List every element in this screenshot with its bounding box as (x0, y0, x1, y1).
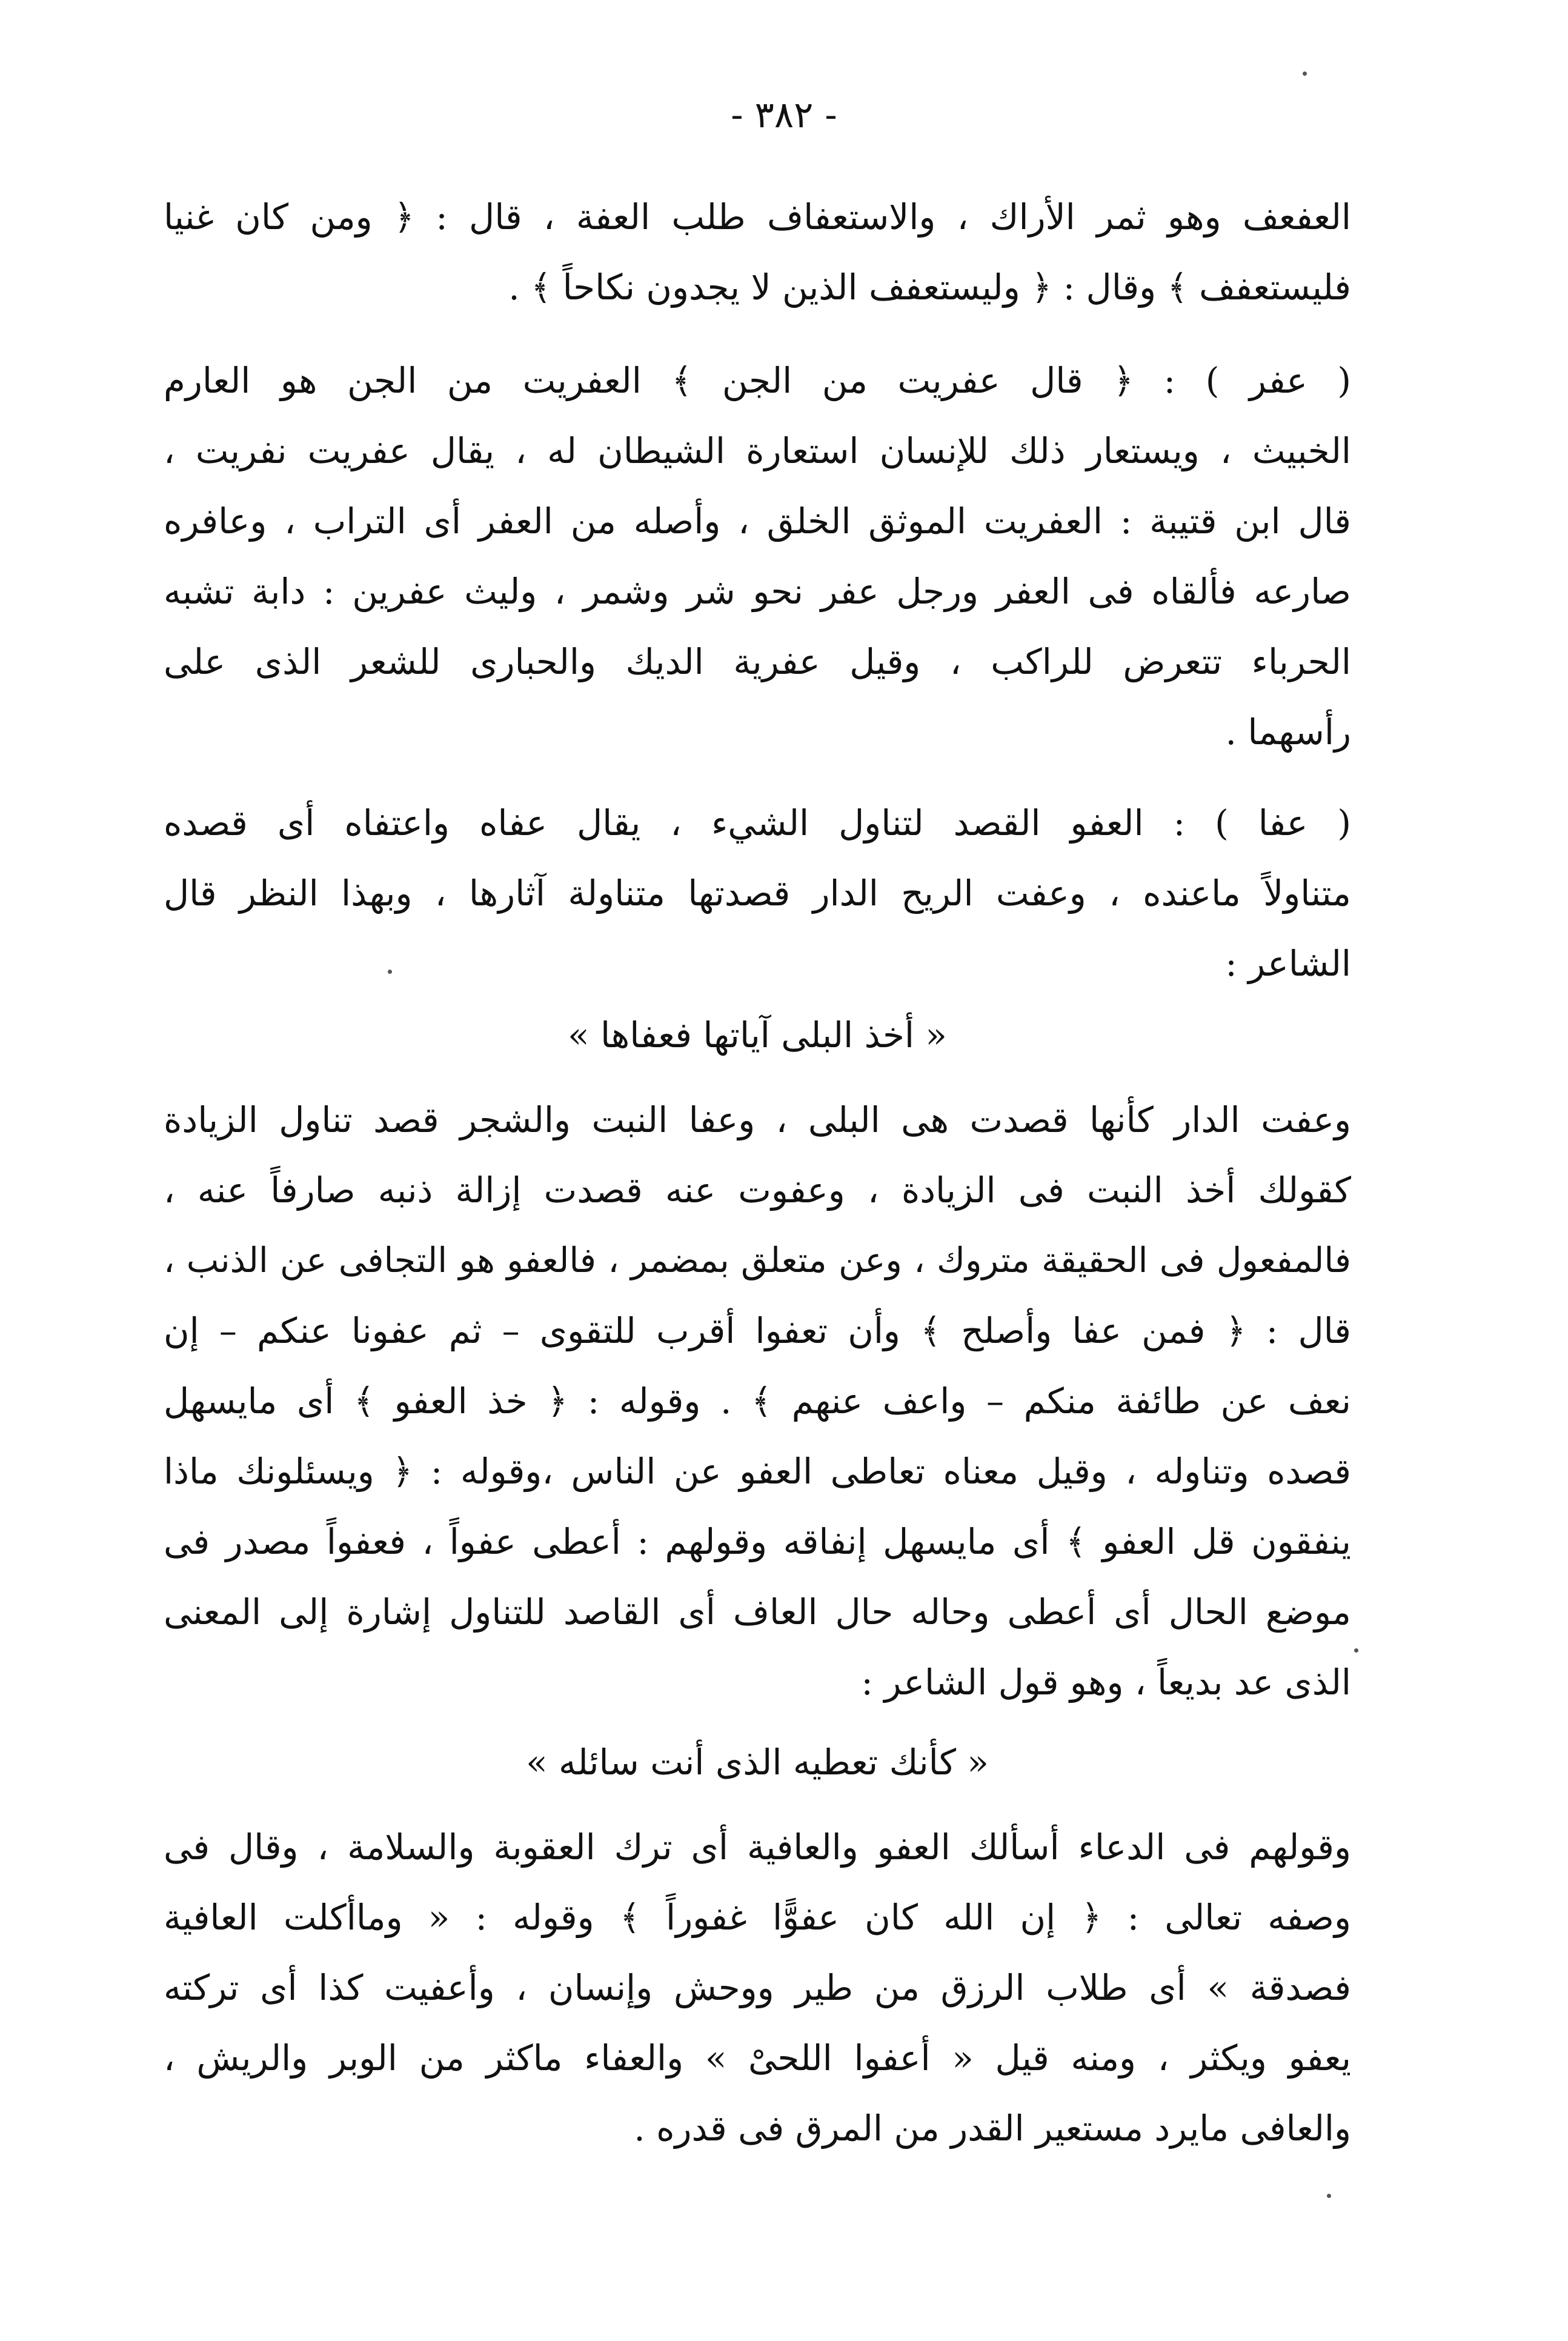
text-line: وقولهم فى الدعاء أسألك العفو والعافية أى ترك العقوبة والسلامة ، وقال فى (164, 1827, 1351, 1868)
text-line: فليستعفف ﴾ وقال : ﴿ وليستعفف الذين لا يجدون نكاحاً ﴾ . (508, 267, 1351, 308)
paragraph-afaf (164, 182, 1351, 322)
text-line: الحرباء تتعرض للراكب ، وقيل عفرية الديك والحبارى للشعر الذى على (164, 641, 1351, 682)
text-line: وعفت الدار كأنها قصدت هى البلى ، وعفا النبت والشجر قصد تناول الزيادة (164, 1099, 1351, 1141)
text-line: قال : ﴿ فمن عفا وأصلح ﴾ وأن تعفوا أقرب للتقوى – ثم عفونا عنكم – إن (164, 1310, 1351, 1351)
text-line: صارعه فألقاه فى العفر ورجل عفر نحو شر وشمر ، وليث عفرين : دابة تشبه (164, 571, 1351, 612)
text-line: والعافى مايرد مستعير القدر من المرق فى قدره . (634, 2108, 1351, 2149)
text-line: ( عفر ) : ﴿ قال عفريت من الجن ﴾ العفريت من الجن هو العارم (164, 360, 1351, 401)
text-line: قال ابن قتيبة : العفريت الموثق الخلق ، وأصله من العفر أى التراب ، وعافره (164, 501, 1351, 542)
paragraph-afw-discussion (164, 1085, 1351, 1717)
text-line: الخبيث ، ويستعار ذلك للإنسان استعارة الشيطان له ، يقال عفريت نفريت ، (164, 430, 1351, 471)
text-line: يعفو ويكثر ، ومنه قيل « أعفوا اللحىْ » والعفاء ماكثر من الوبر والريش ، (164, 2037, 1351, 2079)
paragraph-afar (164, 345, 1351, 767)
text-line: وصفه تعالى : ﴿ إن الله كان عفوًّا غفوراً ﴾ وقوله : « وماأكلت العافية (164, 1897, 1351, 1938)
text-line: العفعف وهو ثمر الأراك ، والاستعفاف طلب العفة ، قال : ﴿ ومن كان غنيا (164, 196, 1351, 238)
text-line: قصده وتناوله ، وقيل معناه تعاطى العفو عن الناس ،وقوله : ﴿ ويسئلونك ماذا (164, 1451, 1351, 1492)
text-line: فالمفعول فى الحقيقة متروك ، وعن متعلق بمضمر ، فالعفو هو التجافى عن الذنب ، (164, 1240, 1351, 1280)
text-line: رأسهما . (1225, 711, 1351, 753)
scan-speck (1327, 2194, 1331, 2198)
text-line: الذى عد بديعاً ، وهو قول الشاعر : (861, 1662, 1351, 1703)
paragraph-afiya (164, 1812, 1351, 2163)
text-line: متناولاً ماعنده ، وعفت الريح الدار قصدتها متناولة آثارها ، وبهذا النظر قال (164, 873, 1351, 914)
scan-speck (1303, 72, 1307, 76)
poetry-verse: « أخذ البلى آياتها فعفاها » (568, 1014, 947, 1056)
scan-speck (1354, 1648, 1358, 1653)
paragraph-afa (164, 788, 1351, 999)
text-line: كقولك أخذ النبت فى الزيادة ، وعفوت عنه قصدت إزالة ذنبه صارفاً عنه ، (164, 1170, 1351, 1211)
text-line: ينفقون قل العفو ﴾ أى مايسهل إنفاقه وقولهم : أعطى عفواً ، فعفواً مصدر فى (164, 1521, 1351, 1562)
poetry-verse: « كأنك تعطيه الذى أنت سائله » (526, 1742, 989, 1783)
page-number: - ٣٨٢ - (731, 94, 837, 136)
text-line: فصدقة » أى طلاب الرزق من طير ووحش وإنسان ، وأعفيت كذا أى تركته (164, 1967, 1351, 2008)
text-line: ( عفا ) : العفو القصد لتناول الشيء ، يقال عفاه واعتفاه أى قصده (164, 802, 1351, 844)
text-line: نعف عن طائفة منكم – واعف عنهم ﴾ . وقوله : ﴿ خذ العفو ﴾ أى مايسهل (164, 1380, 1351, 1422)
text-line: موضع الحال أى أعطى وحاله حال العاف أى القاصد للتناول إشارة إلى المعنى (164, 1591, 1351, 1633)
scan-speck (388, 970, 392, 974)
text-line: الشاعر : (1225, 943, 1351, 984)
